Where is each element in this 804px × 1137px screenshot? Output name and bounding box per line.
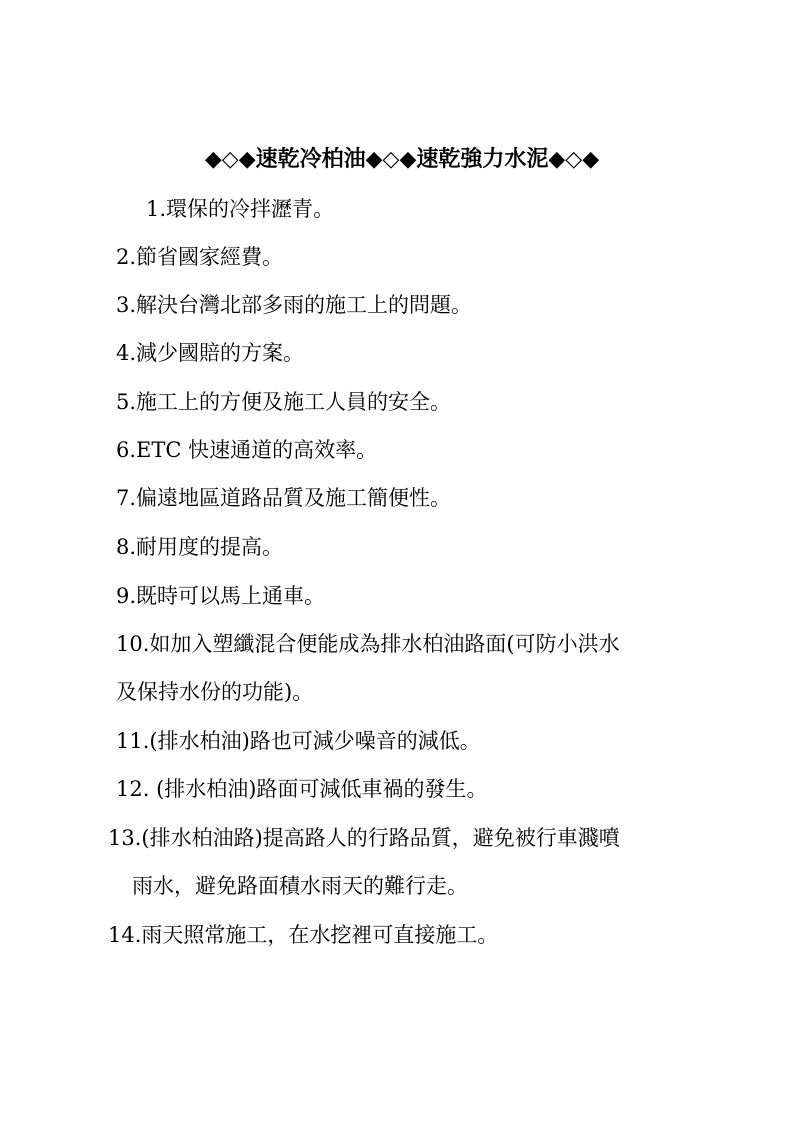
list-item-2: 2.節省國家經費。	[116, 245, 284, 269]
document-title: ◆◇◆速乾冷柏油◆◇◆速乾強力水泥◆◇◆	[204, 146, 600, 172]
list-item-8: 8.耐用度的提高。	[116, 535, 284, 559]
list-item-13-continuation: 雨水，避免路面積水雨天的難行走。	[132, 874, 468, 898]
list-item-11: 11.(排水柏油)路也可減少噪音的減低。	[116, 729, 481, 753]
list-item-12: 12. (排水柏油)路面可減低車禍的發生。	[116, 777, 488, 801]
list-item-7: 7.偏遠地區道路品質及施工簡便性。	[116, 486, 452, 510]
list-item-9: 9.既時可以馬上通車。	[116, 584, 326, 608]
list-item-1: 1.環保的冷拌瀝青。	[146, 197, 335, 221]
list-item-13: 13.(排水柏油路)提高路人的行路品質，避免被行車濺噴	[108, 826, 620, 850]
list-item-3: 3.解決台灣北部多雨的施工上的問題。	[116, 293, 473, 317]
list-item-10-continuation: 及保持水份的功能)。	[116, 680, 314, 704]
list-item-6: 6.ETC 快速通道的高效率。	[116, 438, 378, 462]
list-item-10: 10.如加入塑纖混合便能成為排水柏油路面(可防小洪水	[116, 632, 620, 656]
list-item-14: 14.雨天照常施工，在水挖裡可直接施工。	[108, 923, 499, 947]
list-item-4: 4.減少國賠的方案。	[116, 341, 305, 365]
list-item-5: 5.施工上的方便及施工人員的安全。	[116, 390, 452, 414]
